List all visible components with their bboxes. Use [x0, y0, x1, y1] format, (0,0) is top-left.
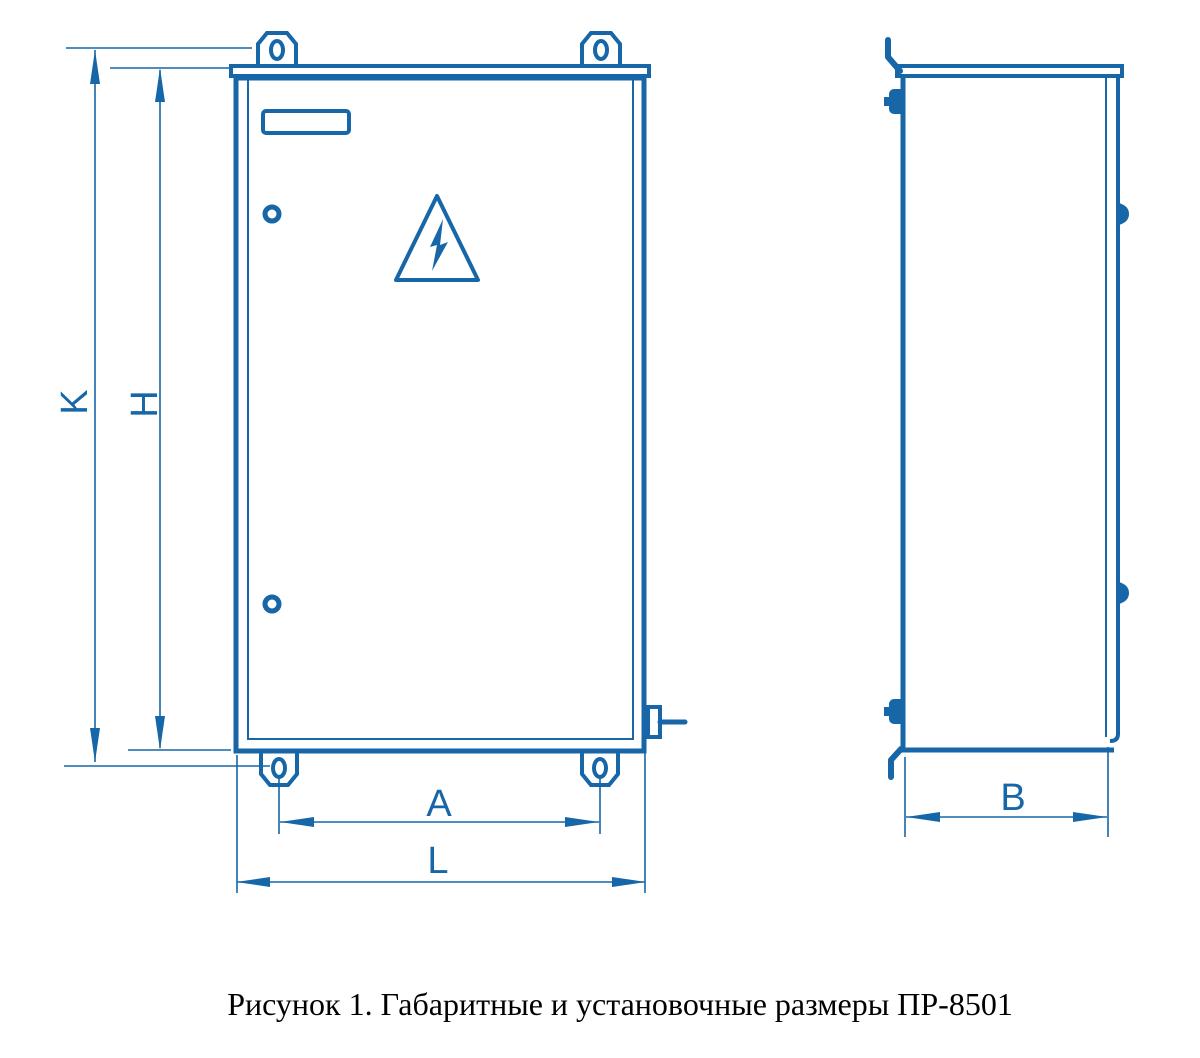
door-latch [648, 707, 685, 737]
cabinet-body [236, 78, 644, 751]
hinge-bottom [1119, 582, 1129, 604]
mounting-lug-top-right [582, 33, 620, 68]
lock-hole-bottom [265, 597, 279, 611]
figure-caption: Рисунок 1. Габаритные и установочные размеры ПР-8501 [227, 986, 1013, 1022]
high-voltage-warning-icon [396, 196, 478, 280]
hanger-hook-bottom [891, 749, 901, 777]
cabinet-top-flange [231, 66, 649, 76]
mounting-lug-top-left [258, 33, 296, 68]
side-door-outer-line [1110, 78, 1118, 741]
door-inner-edge [248, 80, 633, 739]
dimension-H [110, 68, 231, 750]
wall-clip-top [884, 89, 903, 114]
dimension-label-K: K [54, 389, 96, 415]
side-view [884, 40, 1129, 777]
lightning-bolt-icon [430, 219, 448, 271]
lug-hole [594, 759, 606, 777]
dimension-label-A: A [426, 783, 452, 825]
lock-hole-top [265, 207, 279, 221]
dimension-label-B: B [1000, 777, 1026, 819]
lug-hole [273, 759, 285, 777]
side-top-flange [897, 66, 1122, 76]
lug-hole [271, 41, 283, 59]
nameplate [263, 111, 349, 133]
dimension-B [905, 747, 1108, 837]
wall-clip-bottom [884, 699, 903, 724]
front-view [231, 33, 685, 785]
dimension-label-H: H [124, 390, 166, 418]
dimension-label-L: L [427, 840, 449, 882]
hinge-top [1119, 203, 1129, 225]
dimension-A [279, 778, 600, 834]
lug-hole [595, 41, 607, 59]
